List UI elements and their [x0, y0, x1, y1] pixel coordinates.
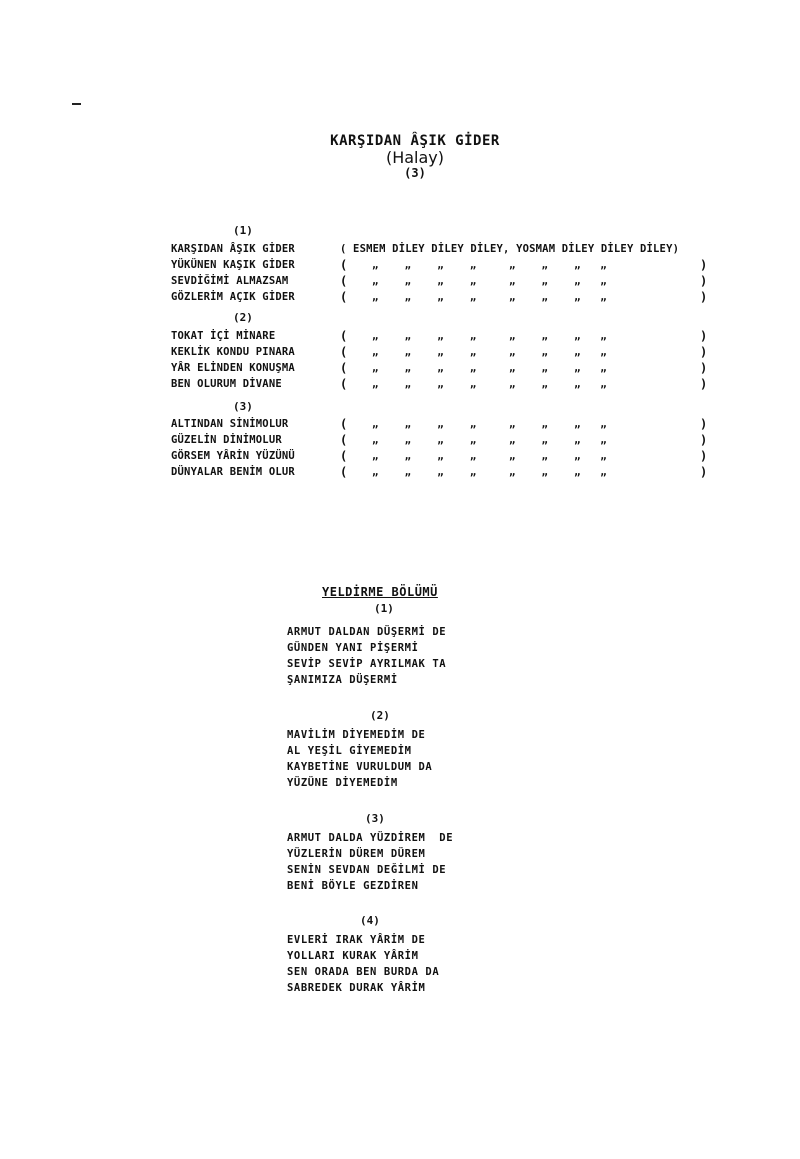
ditto-close: )	[700, 290, 708, 304]
verse-line: BENİ BÖYLE GEZDİREN	[287, 880, 419, 892]
ditto-open: (	[340, 433, 348, 447]
verse-line: YÜZÜNE DİYEMEDİM	[287, 777, 398, 789]
ditto-close: )	[700, 433, 708, 447]
verse-number: (4)	[360, 914, 380, 927]
verse-line: YÜZLERİN DÜREM DÜREM	[287, 848, 426, 860]
ditto-open: (	[340, 377, 348, 391]
verse-line: ŞANIMIZA DÜŞERMİ	[287, 674, 398, 686]
stanza-line: KEKLİK KONDU PINARA	[171, 346, 295, 358]
verse-line: EVLERİ IRAK YÂRİM DE	[287, 934, 426, 946]
song-subtitle: (Halay)	[385, 148, 445, 167]
ditto-open: (	[340, 329, 348, 343]
ditto-marks: „ „ „ „ „ „ „ „	[372, 450, 607, 462]
verse-line: SEVİP SEVİP AYRILMAK TA	[287, 658, 447, 670]
ditto-marks: „ „ „ „ „ „ „ „	[372, 378, 607, 390]
verse-line: ARMUT DALDA YÜZDİREM DE	[287, 832, 454, 844]
stanza-line: BEN OLURUM DİVANE	[171, 378, 282, 390]
stanza-line: DÜNYALAR BENİM OLUR	[171, 466, 295, 478]
ditto-close: )	[700, 345, 708, 359]
song-number: (3)	[404, 166, 426, 180]
stanza-line: GÜZELİN DİNİMOLUR	[171, 434, 282, 446]
ditto-marks: „ „ „ „ „ „ „ „	[372, 330, 607, 342]
ditto-open: (	[340, 345, 348, 359]
ditto-open: (	[340, 258, 348, 272]
verse-line: SEN ORADA BEN BURDA DA	[287, 966, 440, 978]
ditto-marks: „ „ „ „ „ „ „ „	[372, 362, 607, 374]
stanza-number: (1)	[233, 224, 253, 237]
ditto-close: )	[700, 417, 708, 431]
ditto-open: (	[340, 274, 348, 288]
verse-number: (3)	[365, 812, 385, 825]
verse-line: SABREDEK DURAK YÂRİM	[287, 982, 426, 994]
ditto-marks: „ „ „ „ „ „ „ „	[372, 466, 607, 478]
stanza-line: ALTINDAN SİNİMOLUR	[171, 418, 289, 430]
stanza-line: GÖZLERİM AÇIK GİDER	[171, 291, 295, 303]
verse-number: (1)	[374, 602, 394, 615]
ditto-open: (	[340, 449, 348, 463]
verse-line: YOLLARI KURAK YÂRİM	[287, 950, 419, 962]
verse-line: KAYBETİNE VURULDUM DA	[287, 761, 433, 773]
ditto-marks: „ „ „ „ „ „ „ „	[372, 346, 607, 358]
section-title: YELDİRME BÖLÜMÜ	[322, 585, 438, 599]
stanza-line: TOKAT İÇİ MİNARE	[171, 330, 276, 342]
margin-mark	[72, 103, 81, 105]
ditto-open: (	[340, 290, 348, 304]
stanza-number: (2)	[233, 311, 253, 324]
ditto-close: )	[700, 377, 708, 391]
verse-line: MAVİLİM DİYEMEDİM DE	[287, 729, 426, 741]
stanza-line: GÖRSEM YÂRİN YÜZÜNÜ	[171, 450, 295, 462]
verse-line: AL YEŞİL GİYEMEDİM	[287, 745, 412, 757]
verse-number: (2)	[370, 709, 390, 722]
song-title: KARŞIDAN ÂŞIK GİDER	[330, 133, 500, 149]
ditto-open: (	[340, 465, 348, 479]
verse-line: SENİN SEVDAN DEĞİLMİ DE	[287, 864, 447, 876]
stanza-line: YÂR ELİNDEN KONUŞMA	[171, 362, 295, 374]
ditto-close: )	[700, 329, 708, 343]
ditto-close: )	[700, 361, 708, 375]
stanza-line: SEVDİĞİMİ ALMAZSAM	[171, 275, 289, 287]
ditto-marks: „ „ „ „ „ „ „ „	[372, 434, 607, 446]
ditto-marks: „ „ „ „ „ „ „ „	[372, 291, 607, 303]
stanza-line: YÜKÜNEN KAŞIK GİDER	[171, 259, 295, 271]
ditto-close: )	[700, 465, 708, 479]
stanza-line: KARŞIDAN ÂŞIK GİDER	[171, 243, 295, 255]
ditto-open: (	[340, 417, 348, 431]
verse-line: GÜNDEN YANI PİŞERMİ	[287, 642, 419, 654]
refrain-line: ( ESMEM DİLEY DİLEY DİLEY, YOSMAM DİLEY DİLEY DİLEY)	[340, 243, 680, 255]
ditto-marks: „ „ „ „ „ „ „ „	[372, 275, 607, 287]
ditto-close: )	[700, 274, 708, 288]
ditto-close: )	[700, 258, 708, 272]
ditto-marks: „ „ „ „ „ „ „ „	[372, 259, 607, 271]
verse-line: ARMUT DALDAN DÜŞERMİ DE	[287, 626, 447, 638]
ditto-open: (	[340, 361, 348, 375]
ditto-close: )	[700, 449, 708, 463]
stanza-number: (3)	[233, 400, 253, 413]
ditto-marks: „ „ „ „ „ „ „ „	[372, 418, 607, 430]
